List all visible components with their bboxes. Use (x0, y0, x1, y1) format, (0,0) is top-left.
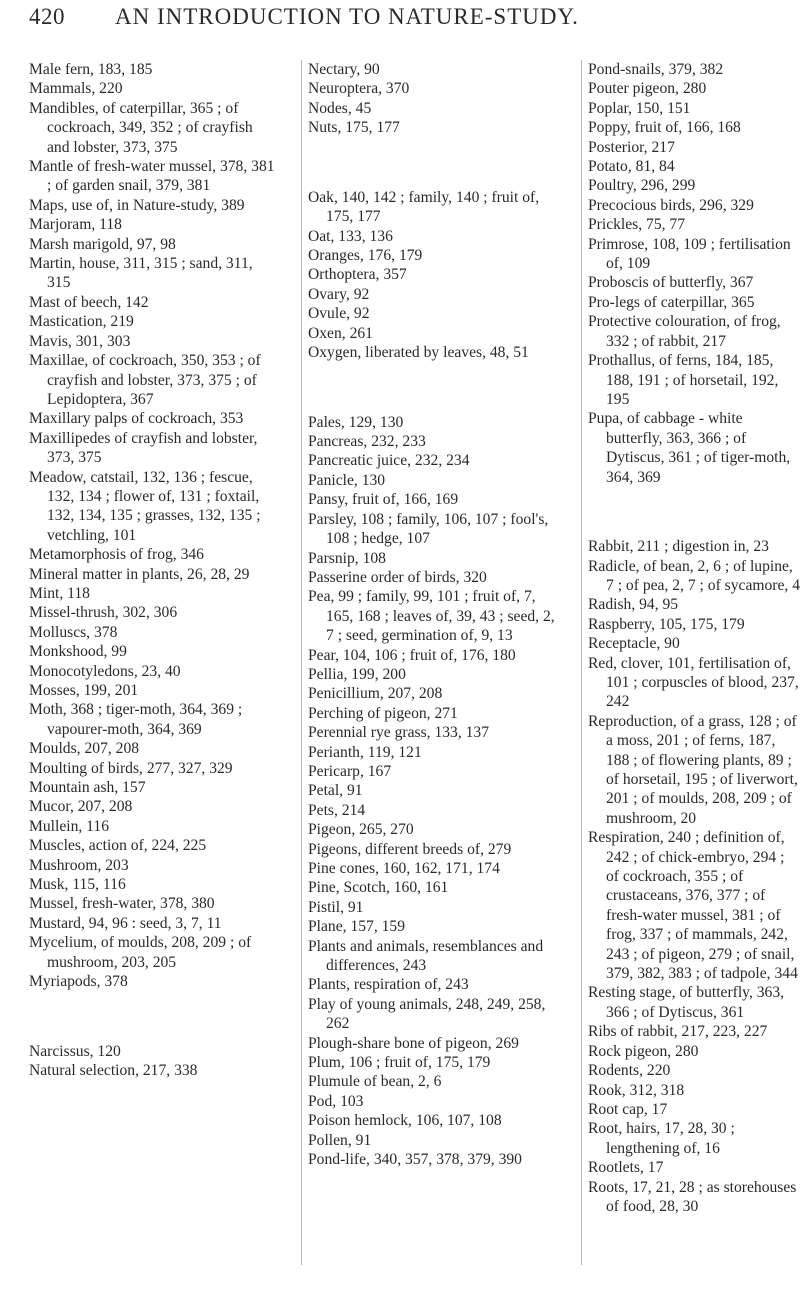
index-entry: Maxillipedes of crayfish and lobster, 373, 375 (29, 429, 258, 467)
section-gap (308, 378, 562, 397)
index-entry: Mucor, 207, 208 (29, 798, 133, 816)
index-entry: Maxillae, of cockroach, 350, 353 ; of crayfish and lobster, 373, 375 ; of Lepidoptera, 367 (29, 352, 261, 408)
index-entry: Maps, use of, in Nature-study, 389 (29, 196, 245, 214)
index-entry: Pollen, 91 (308, 1131, 372, 1149)
index-entry: Pro-legs of caterpillar, 365 (588, 293, 755, 311)
index-entry: Rook, 312, 318 (588, 1081, 685, 1099)
index-entry: Monocotyledons, 23, 40 (29, 662, 181, 680)
index-entry: Parsley, 108 ; family, 106, 107 ; fool's, 108 ; hedge, 107 (308, 510, 549, 548)
index-entry: Root, hairs, 17, 28, 30 ; lengthening of, 16 (588, 1120, 735, 1157)
index-column-2 (301, 60, 562, 1265)
index-entry: Pupa, of cabbage - white butterfly, 363, 366 ; of Dytiscus, 361 ; of tiger-moth, 364, 369 (588, 410, 791, 486)
index-entry: Radicle, of bean, 2, 6 ; of lupine, 7 ; of pea, 2, 7 ; of sycamore, 4 (588, 557, 801, 594)
index-entry: Pancreatic juice, 232, 234 (308, 452, 470, 470)
index-entry: Natural selection, 217, 338 (29, 1062, 198, 1080)
index-entry: Prickles, 75, 77 (588, 216, 686, 234)
index-entry: Mountain ash, 157 (29, 779, 146, 797)
index-entry: Oxen, 261 (308, 324, 373, 342)
index-entry: Passerine order of birds, 320 (308, 568, 487, 586)
index-entry: Resting stage, of butterfly, 363, 366 ; of Dytiscus, 361 (588, 984, 785, 1021)
index-entry: Mastication, 219 (29, 313, 134, 331)
index-entry: Pond-life, 340, 357, 378, 379, 390 (308, 1151, 522, 1169)
index-entry: Panicle, 130 (308, 471, 386, 489)
index-entry: Plane, 157, 159 (308, 918, 406, 936)
index-entry: Ovary, 92 (308, 285, 370, 303)
index-entry: Protective colouration, of frog, 332 ; of rabbit, 217 (588, 313, 781, 350)
index-entry: Moulting of birds, 277, 327, 329 (29, 759, 233, 777)
section-gap (29, 1007, 279, 1026)
index-entry: Root cap, 17 (588, 1100, 668, 1118)
index-entry: Pansy, fruit of, 166, 169 (308, 491, 459, 509)
index-entry: Pouter pigeon, 280 (588, 80, 707, 98)
index-entry: Respiration, 240 ; definition of, 242 ; of chick-embryo, 294 ; of cockroach, 355 ; of crustaceans, 376, 377 ; of fresh-water mussel, 381 ; of frog, 337 ; of mammals, 242, 243 ; of pigeon, 279 ; of snail, 379, 382, 383 ; of tadpole, 344 (588, 829, 798, 983)
section-gap (308, 153, 562, 172)
index-entry: Nectary, 90 (308, 61, 380, 78)
index-entry: Mint, 118 (29, 584, 90, 602)
index-entry: Potato, 81, 84 (588, 158, 675, 176)
index-entry: Petal, 91 (308, 782, 363, 800)
index-entry: Plough-share bone of pigeon, 269 (308, 1034, 519, 1052)
index-entry: Perennial rye grass, 133, 137 (308, 724, 490, 742)
index-entry: Oak, 140, 142 ; family, 140 ; fruit of, 175, 177 (308, 188, 540, 226)
index-entry: Rock pigeon, 280 (588, 1042, 699, 1060)
index-entry: Mineral matter in plants, 26, 28, 29 (29, 565, 250, 583)
index-column-3 (581, 60, 800, 1265)
index-entry: Pigeons, different breeds of, 279 (308, 840, 512, 858)
index-entry: Oxygen, liberated by leaves, 48, 51 (308, 344, 529, 362)
index-entry: Radish, 94, 95 (588, 596, 679, 614)
section-gap (588, 503, 800, 522)
index-entry: Pear, 104, 106 ; fruit of, 176, 180 (308, 646, 516, 664)
index-entry: Plum, 106 ; fruit of, 175, 179 (308, 1054, 491, 1072)
index-entry: Precocious birds, 296, 329 (588, 196, 754, 214)
running-head: AN INTRODUCTION TO NATURE-STUDY. (115, 4, 579, 29)
index-entry: Mussel, fresh-water, 378, 380 (29, 895, 215, 913)
index-entry: Pea, 99 ; family, 99, 101 ; fruit of, 7, 165, 168 ; leaves of, 39, 43 ; seed, 2, 7 ; seed, germination of, 9, 13 (308, 588, 555, 645)
index-entry: Nuts, 175, 177 (308, 119, 400, 137)
index-entry: Mandibles, of caterpillar, 365 ; of cockroach, 349, 352 ; of crayfish and lobster, 373, 375 (29, 99, 253, 156)
index-entry: Nodes, 45 (308, 99, 372, 117)
index-entry: Raspberry, 105, 175, 179 (588, 615, 745, 633)
index-entry: Pigeon, 265, 270 (308, 821, 414, 839)
index-entry: Maxillary palps of cockroach, 353 (29, 410, 244, 428)
index-entry: Plumule of bean, 2, 6 (308, 1073, 442, 1091)
index-entry: Male fern, 183, 185 (29, 61, 153, 78)
index-entry: Muscles, action of, 224, 225 (29, 837, 207, 855)
index-entry: Proboscis of butterfly, 367 (588, 274, 754, 292)
index-entry: Mantle of fresh-water mussel, 378, 381 ; of garden snail, 379, 381 (29, 158, 275, 195)
index-entry: Narcissus, 120 (29, 1042, 121, 1060)
index-entry: Meadow, catstail, 132, 136 ; fescue, 132, 134 ; flower of, 131 ; foxtail, 132, 134, 135 ; grasses, 132, 135 ; vetchling, 101 (29, 468, 261, 544)
index-entry: Red, clover, 101, fertilisation of, 101 ; corpuscles of blood, 237, 242 (588, 654, 799, 711)
index-entry: Orthoptera, 357 (308, 266, 407, 284)
index-entry: Receptacle, 90 (588, 635, 680, 653)
index-entry: Moth, 368 ; tiger-moth, 364, 369 ; vapourer-moth, 364, 369 (29, 701, 243, 738)
index-entry: Poultry, 296, 299 (588, 177, 696, 195)
index-entry: Mast of beech, 142 (29, 293, 149, 311)
index-entry: Monkshood, 99 (29, 643, 127, 661)
index-entry: Musk, 115, 116 (29, 876, 126, 894)
index-entry: Pond-snails, 379, 382 (588, 61, 724, 78)
index-entry: Plants, respiration of, 243 (308, 976, 469, 994)
index-entry: Molluscs, 378 (29, 623, 118, 641)
index-entry: Mammals, 220 (29, 80, 123, 98)
index-entry: Pets, 214 (308, 801, 366, 819)
index-entry: Plants and animals, resemblances and differences, 243 (308, 937, 544, 975)
index-entry: Mosses, 199, 201 (29, 682, 139, 699)
index-entry: Play of young animals, 248, 249, 258, 262 (308, 995, 546, 1033)
index-entry: Moulds, 207, 208 (29, 740, 140, 758)
index-entry: Martin, house, 311, 315 ; sand, 311, 315 (29, 255, 253, 292)
index-entry: Ribs of rabbit, 217, 223, 227 (588, 1023, 768, 1041)
index-entry: Reproduction, of a grass, 128 ; of a moss, 201 ; of ferns, 187, 188 ; of flowering plants, 89 ; of horsetail, 195 ; of liverwort, 201 ; of moulds, 208, 209 ; of mushroom, 20 (588, 712, 798, 827)
index-entry: Rodents, 220 (588, 1062, 671, 1080)
index-entry: Posterior, 217 (588, 138, 675, 156)
index-entry: Poppy, fruit of, 166, 168 (588, 119, 741, 137)
index-entry: Mycelium, of moulds, 208, 209 ; of mushroom, 203, 205 (29, 934, 252, 971)
index-entry: Missel-thrush, 302, 306 (29, 604, 178, 622)
index-entry: Prothallus, of ferns, 184, 185, 188, 191 ; of horsetail, 192, 195 (588, 352, 779, 408)
index-column-1 (29, 60, 279, 1081)
index-entry: Oranges, 176, 179 (308, 247, 423, 265)
index-entry: Poplar, 150, 151 (588, 99, 691, 117)
index-entry: Parsnip, 108 (308, 549, 386, 567)
index-entry: Perianth, 119, 121 (308, 743, 422, 761)
index-entry: Pancreas, 232, 233 (308, 433, 426, 451)
index-entry: Pericarp, 167 (308, 762, 392, 780)
page-header (29, 4, 789, 44)
index-entry: Ovule, 92 (308, 305, 370, 323)
page-number: 420 (29, 4, 65, 29)
index-entry: Primrose, 108, 109 ; fertilisation of, 109 (588, 235, 791, 273)
index-entry: Pine, Scotch, 160, 161 (308, 879, 449, 897)
index-entry: Rabbit, 211 ; digestion in, 23 (588, 538, 769, 556)
index-entry: Roots, 17, 21, 28 ; as storehouses of food, 28, 30 (588, 1178, 797, 1215)
index-entry: Pales, 129, 130 (308, 413, 404, 431)
index-entry: Perching of pigeon, 271 (308, 704, 458, 722)
index-entry: Mushroom, 203 (29, 856, 129, 874)
index-entry: Neuroptera, 370 (308, 80, 410, 98)
index-entry: Myriapods, 378 (29, 973, 128, 991)
index-entry: Pellia, 199, 200 (308, 665, 406, 683)
index-entry: Rootlets, 17 (588, 1159, 664, 1177)
index-entry: Marjoram, 118 (29, 216, 122, 234)
index-entry: Marsh marigold, 97, 98 (29, 235, 176, 253)
index-entry: Pod, 103 (308, 1092, 364, 1110)
index-entry: Pistil, 91 (308, 898, 364, 916)
index-entry: Pine cones, 160, 162, 171, 174 (308, 860, 500, 877)
index-entry: Oat, 133, 136 (308, 227, 393, 245)
index-entry: Mustard, 94, 96 : seed, 3, 7, 11 (29, 914, 222, 932)
index-entry: Poison hemlock, 106, 107, 108 (308, 1112, 502, 1130)
index-entry: Mavis, 301, 303 (29, 332, 131, 350)
index-entry: Penicillium, 207, 208 (308, 685, 443, 703)
index-entry: Metamorphosis of frog, 346 (29, 546, 204, 564)
index-entry: Mullein, 116 (29, 817, 109, 835)
